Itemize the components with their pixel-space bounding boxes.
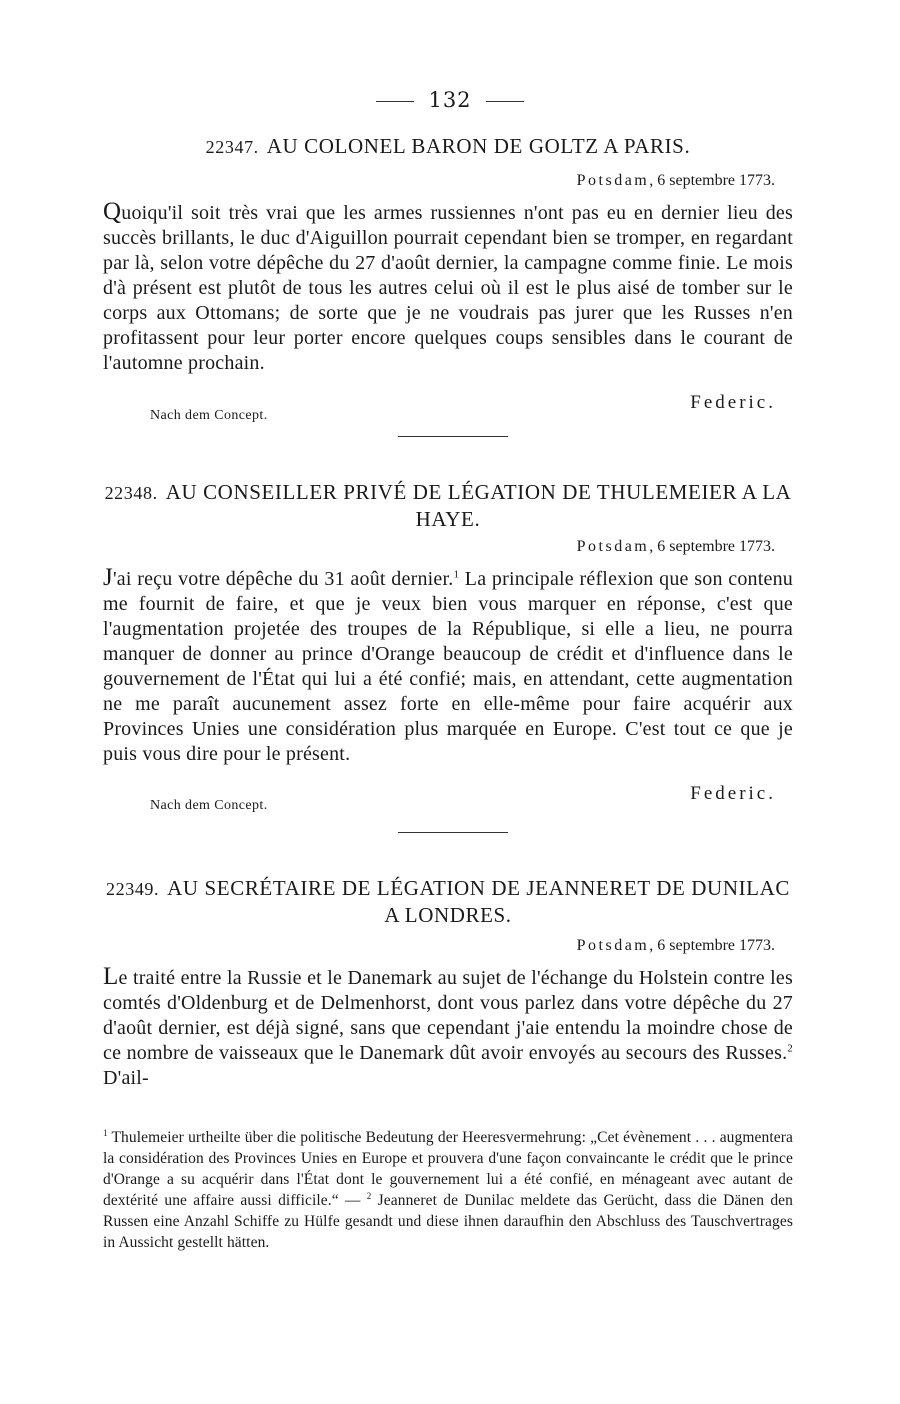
letter-date xyxy=(577,538,775,556)
letter-heading-22348 xyxy=(100,479,796,532)
letter-title: AU CONSEILLER PRIVÉ DE LÉGATION DE THULEMEIER A LA HAYE. xyxy=(165,480,792,531)
letter-body xyxy=(103,565,793,767)
letter-text-continued: La principale réflexion que son contenu me fournit de faire, et que je veux bien vous marquer en réponse, c'est que l'augmentation projetée des troupes de la République, si elle a lieu, ne pourra manquer de donner au prince d'Orange beaucoup de crédit et d'influence dans le gouvernement de l'État qui lui a été confié; mais, en attendant, cette augmentation ne me paraît aucunement assez forte en elle-même pour faire acquérir aux Provinces Unies une considération plus marquée en Europe. C'est tout ce que je puis vous dire pour le présent. xyxy=(103,568,793,765)
letter-title: AU SECRÉTAIRE DE LÉGATION DE JEANNERET DE DUNILAC A LONDRES. xyxy=(167,876,790,927)
letter-text: e traité entre la Russie et le Danemark au sujet de l'échange du Holstein contre les comtés d'Oldenburg et de Delmenhorst, dont vous parlez dans votre dépêche du 27 d'août dernier, est déjà signé, sans que cependant j'aie entendu la moindre chose de ce nombre de vaisseaux que le Danemark dût avoir envoyés au secours des Russes. xyxy=(103,967,793,1064)
signature: Federic. xyxy=(690,392,776,413)
signature: Federic. xyxy=(690,783,776,804)
source-note: Nach dem Concept. xyxy=(150,798,268,813)
page-number xyxy=(0,88,900,112)
initial-letter: L xyxy=(103,963,119,990)
letter-date xyxy=(577,172,775,190)
date-day: , 6 septembre 1773. xyxy=(649,172,775,189)
initial-letter: J xyxy=(103,564,113,591)
dash-right xyxy=(486,101,524,102)
letter-number: 22347. xyxy=(205,137,259,157)
letter-heading-22347 xyxy=(100,133,796,160)
footnote-text: Jeanneret de Dunilac meldete das Gerücht, dass die Dänen den Russen eine Anzahl Schiffe zu Hülfe gesandt und diese ihnen daraufhin den Abschluss des Tauschvertrages in Aussicht gestellt hätten. xyxy=(103,1192,793,1251)
letter-title: AU COLONEL BARON DE GOLTZ A PARIS. xyxy=(266,134,691,158)
dash-left xyxy=(376,101,414,102)
footnote-marker: 1 xyxy=(453,568,460,581)
letter-text: 'ai reçu votre dépêche du 31 août dernier. xyxy=(112,568,454,590)
letter-body xyxy=(103,199,793,376)
date-place: Potsdam xyxy=(576,538,650,555)
letter-text-continued: D'ail- xyxy=(103,1067,149,1089)
section-rule xyxy=(398,436,508,437)
date-day: , 6 septembre 1773. xyxy=(649,937,775,954)
letter-number: 22349. xyxy=(106,879,160,899)
footnote-mark: 1 xyxy=(103,1127,108,1138)
page-number-text: 132 xyxy=(428,88,472,112)
footnotes xyxy=(103,1127,793,1253)
initial-letter: Q xyxy=(103,198,122,225)
source-note: Nach dem Concept. xyxy=(150,408,268,423)
letter-date xyxy=(577,937,775,955)
letter-heading-22349 xyxy=(100,875,796,928)
letter-text: uoiqu'il soit très vrai que les armes russiennes n'ont pas eu en dernier lieu des succès brillants, le duc d'Aiguillon pourrait cependant bien se tromper, en regardant par là, selon votre dépêche du 27 d'août dernier, la campagne comme finie. Le mois d'à présent est plutôt de tous les autres celui où il est le plus aisé de tomber sur le corps aux Ottomans; de sorte que je ne voudrais pas jurer que les Russes n'en profitassent pour leur porter encore quelques coups sensibles dans le courant de l'automne prochain. xyxy=(103,202,793,374)
footnote-marker: 2 xyxy=(787,1042,793,1055)
date-place: Potsdam xyxy=(576,937,650,954)
date-day: , 6 septembre 1773. xyxy=(649,538,775,555)
footnote-text: Thulemeier urtheilte über die politische Bedeutung der Heeresvermehrung: „Cet évènement . . . augmentera la considération des Provinces Unies en Europe et prouvera d'une façon convaincante le crédit que le prince d'Orange a su acquérir dans l'État dont le gouvernement lui a été confié, en ménageant avec autant de dextérité une affaire aussi difficile.“ — xyxy=(103,1129,793,1209)
footnote-mark: 2 xyxy=(366,1190,372,1201)
letter-number: 22348. xyxy=(104,483,158,503)
date-place: Potsdam xyxy=(576,172,650,189)
letter-body xyxy=(103,964,793,1091)
section-rule xyxy=(398,832,508,833)
